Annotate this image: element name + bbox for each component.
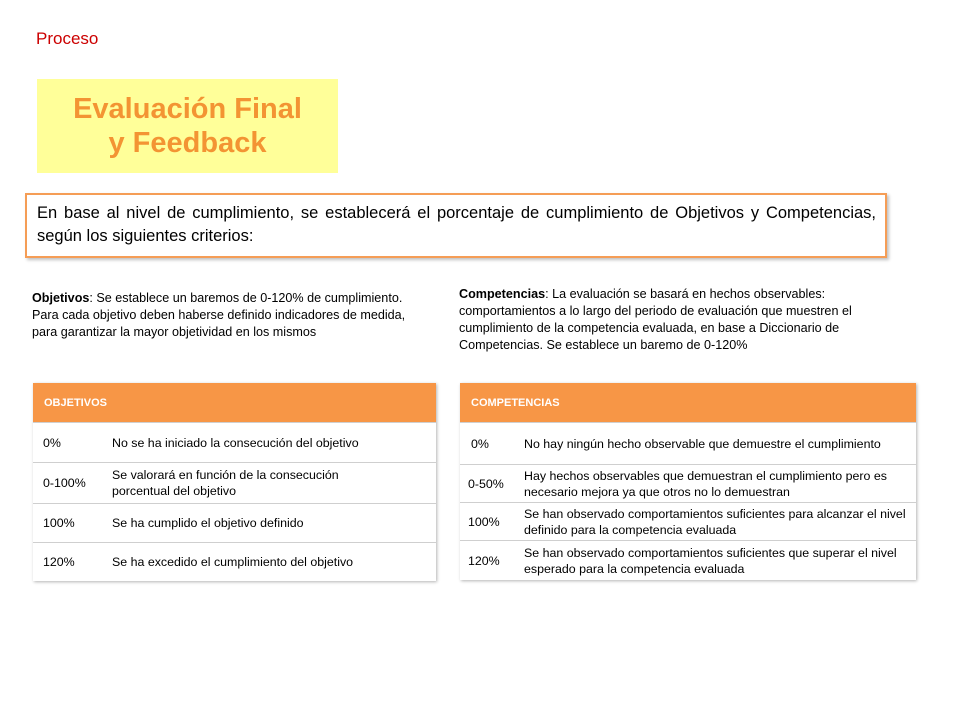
title-line-1: Evaluación Final (73, 93, 302, 125)
table-cell-pct: 0% (471, 436, 489, 451)
table-row (460, 502, 916, 540)
title-line-2: y Feedback (108, 127, 267, 159)
table-cell-pct: 120% (43, 555, 75, 569)
objetivos-text-1: : Se establece un baremos de 0-120% de cumplimiento. (89, 291, 403, 305)
table-cell-pct: 120% (468, 553, 500, 568)
table-row (33, 462, 436, 503)
table-cell-desc: No hay ningún hecho observable que demuestre el cumplimiento (524, 436, 881, 451)
competencias-term: Competencias (459, 287, 546, 301)
table-cell-desc: No se ha iniciado la consecución del objetivo (112, 435, 359, 450)
objetivos-term: Objetivos (32, 291, 90, 305)
table-cell-desc: Se han observado comportamientos suficientes que superar el nivel esperado para la competencia evaluada (524, 545, 897, 576)
table-cell-desc: Se ha excedido el cumplimiento del objetivo (112, 555, 354, 569)
table-row (33, 542, 436, 581)
table-row (460, 464, 916, 502)
table-row (460, 540, 916, 580)
competencias-description (459, 286, 899, 354)
objetivos-table (33, 383, 436, 581)
table-cell-pct: 0-100% (43, 476, 86, 490)
table-cell-pct: 0-50% (468, 476, 504, 491)
table-cell-desc: Hay hechos observables que demuestran el cumplimiento pero es necesario mejora ya que otros no lo demuestran (524, 468, 887, 499)
table-cell-pct: 100% (43, 516, 75, 530)
table-row (33, 503, 436, 542)
table-cell-desc: Se han observado comportamientos suficientes para alcanzar el nivel definido para la competencia evaluada (524, 506, 906, 537)
table-cell-desc: Se ha cumplido el objetivo definido (112, 516, 304, 530)
table-cell-desc: Se valorará en función de la consecución porcentual del objetivo (112, 468, 339, 498)
objetivos-table-header: OBJETIVOS (33, 383, 436, 422)
page-title (37, 79, 338, 173)
table-row (33, 422, 436, 462)
table-row (460, 422, 916, 464)
competencias-table-header: COMPETENCIAS (460, 383, 916, 422)
section-label: Proceso (36, 29, 99, 48)
objetivos-description (32, 290, 432, 341)
competencias-text: : La evaluación se basará en hechos observables: comportamientos a lo largo del periodo de evaluación que muestren el cumplimiento de la competencia evaluada, en base a Diccionario de Competencias. Se establece un baremo de 0-120% (459, 287, 852, 352)
objetivos-text-2: Para cada objetivo deben haberse definido indicadores de medida, para garantizar la mayor objetividad en los mismos (32, 308, 406, 339)
intro-box (25, 193, 887, 258)
table-cell-pct: 0% (43, 435, 61, 450)
intro-text: En base al nivel de cumplimiento, se establecerá el porcentaje de cumplimiento de Objetivos y Competencias, según los siguientes criterios: (37, 204, 876, 245)
table-cell-pct: 100% (468, 514, 500, 529)
competencias-table (460, 383, 916, 580)
